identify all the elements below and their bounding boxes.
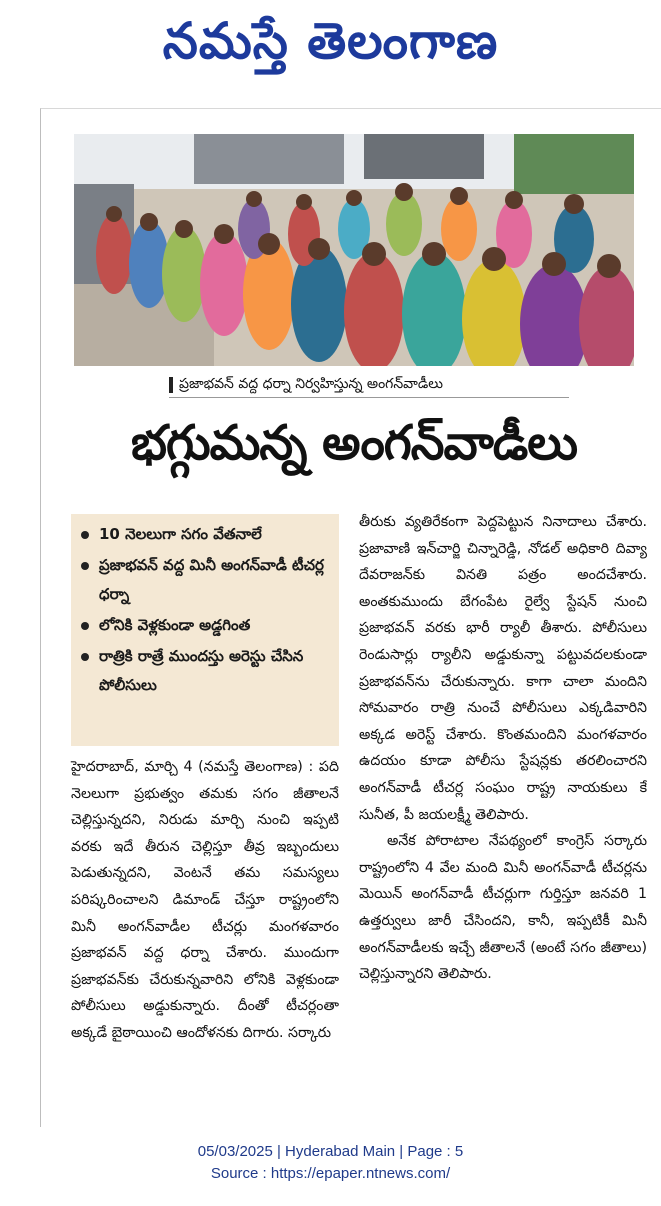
bullet-icon	[81, 653, 89, 661]
photo-caption	[169, 373, 569, 398]
edition-info: 05/03/2025 | Hyderabad Main | Page : 5	[197, 1143, 464, 1160]
bullet-icon	[81, 531, 89, 539]
bullet-icon	[81, 622, 89, 630]
page-footer	[0, 1141, 661, 1185]
highlight-item: రాత్రికి రాత్రే ముందస్తు అరెస్టు చేసిన పోలీసులు	[81, 642, 329, 700]
bullet-icon	[81, 562, 89, 570]
newspaper-masthead	[0, 0, 661, 95]
article-headline: భగ్గుమన్న అంగన్‌వాడీలు	[131, 415, 577, 471]
news-photo	[74, 134, 634, 366]
news-clipping	[40, 108, 661, 1127]
article-paragraph: తీరుకు వ్యతిరేకంగా పెద్దపెట్టున నినాదాలు చేశారు. ప్రజావాణి ఇన్‌చార్జి చిన్నారెడ్డి, నోడల్ అధికారి దివ్యా దేవరాజన్‌కు వినతి పత్రం అందచేశారు. అంతకుముందు బేగంపేట రైల్వే స్టేషన్ నుంచి ప్రజాభవన్ వరకు భారీ ర్యాలీ తీశారు. పోలీసులు రెండుసార్లు ర్యాలీని అడ్డుకున్నా పట్టువదలకుండా ప్రజాభవన్‌ను చేరుకున్నారు. కాగా చాలా మందిని సోమవారం రాత్రి నుంచే పోలీసులు ఎక్కడివారిని అక్కడ అరెస్ట్ చేశారు. కొంతమందిని మంగళవారం ఉదయం కూడా పోలీసు స్టేషన్లకు తరలించారని అంగన్‌వాడీ టీచర్ల సంఘం రాష్ట్ర నాయకులు కే సునీత, పీ జయలక్ష్మీ తెలిపారు.	[359, 514, 647, 823]
article-column-right	[359, 509, 647, 988]
article-paragraph: హైదరాబాద్, మార్చి 4 (నమస్తే తెలంగాణ) : పది నెలలుగా ప్రభుత్వం తమకు సగం జీతాలనే చెల్లిస్తున్నదని, నిరుడు మార్చి నుంచి ఇప్పటి వరకు ఇదే తీరున చెల్లిస్తూ తీవ్ర ఇబ్బందులు పెడుతున్నదని, వెంటనే తమ సమస్యలు పరిష్కరించాలని డిమాండ్ చేస్తూ రాష్ట్రంలోని మినీ అంగన్‌వాడీల టీచర్లు మంగళవారం ప్రజాభవన్ వద్ద ధర్నా చేశారు. ముందుగా ప్రజాభవన్‌కు చేరుకున్నవారిని లోనికి వెళ్లకుండా పోలీసులు అడ్డుకున్నారు. దీంతో టీచర్లంతా అక్కడే బైఠాయించి ఆందోళనకు దిగారు. సర్కారు	[71, 759, 339, 1041]
highlight-item: 10 నెలలుగా సగం వేతనాలే	[81, 520, 329, 549]
caption-text: ప్రజాభవన్ వద్ద ధర్నా నిర్వహిస్తున్న అంగన్‌వాడీలు	[179, 375, 443, 392]
highlights-box	[71, 514, 339, 746]
article-paragraph: అనేక పోరాటాల నేపథ్యంలో కాంగ్రెస్ సర్కారు రాష్ట్రంలోని 4 వేల మంది మినీ అంగన్‌వాడీ టీచర్లను మెయిన్ అంగన్‌వాడీ టీచర్లుగా గుర్తిస్తూ జనవరి 1 ఉత్తర్వులు జారీ చేసిందని, కానీ, ఇప్పటికీ మినీ అంగన్‌వాడీలకు ఇచ్చే జీతాలనే (అంటే సగం జీతాలు) చెల్లిస్తున్నారని తెలిపారు.	[359, 833, 647, 983]
caption-marker	[169, 377, 173, 393]
highlight-item: ప్రజాభవన్ వద్ద మినీ అంగన్‌వాడీ టీచర్ల ధర్నా	[81, 551, 329, 609]
source-link[interactable]: Source : https://epaper.ntnews.com/	[210, 1165, 451, 1182]
masthead-title: నమస్తే తెలంగాణ	[162, 12, 499, 70]
article-column-left	[71, 754, 339, 1047]
highlight-item: లోనికి వెళ్లకుండా అడ్డగింత	[81, 611, 329, 640]
protest-photo-illustration	[74, 134, 634, 366]
